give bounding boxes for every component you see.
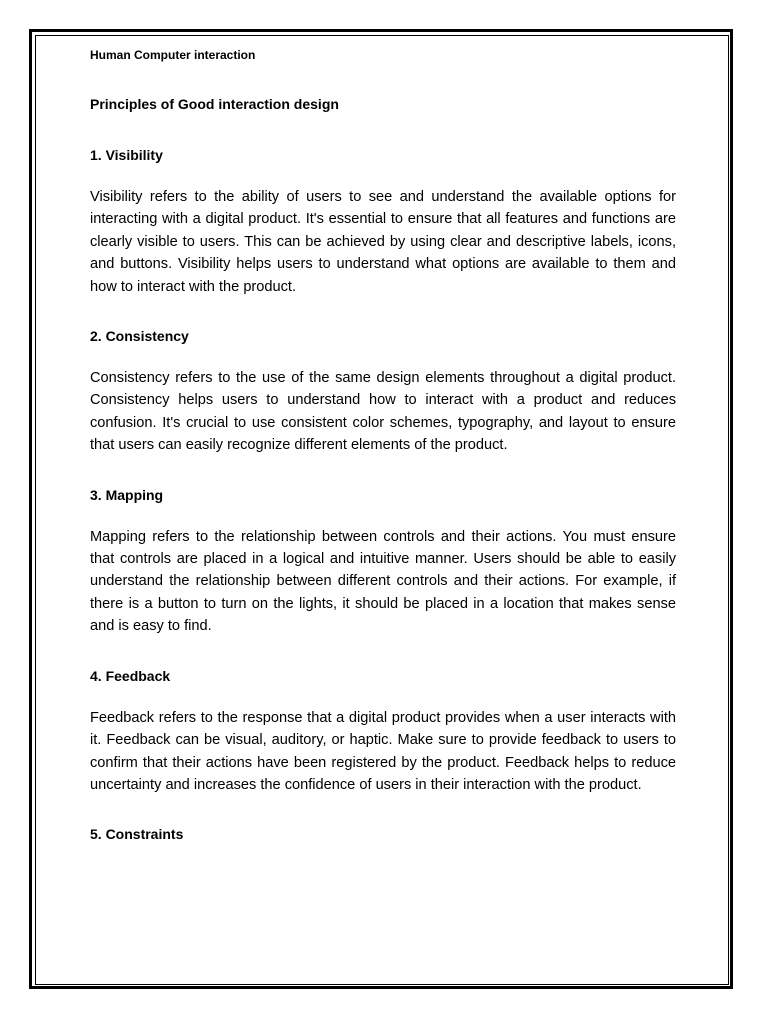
section-heading-mapping: 3. Mapping <box>90 486 164 503</box>
section-heading-constraints: 5. Constraints <box>90 826 184 843</box>
section-body-visibility: Visibility refers to the ability of users to see and understand the available options for interacting with a digital product. It's essential to ensure that all features and functions are clearly visible to users. This can be achieved by using clear and descriptive labels, icons, and buttons. Visibility helps users to understand what options are available to them and how to interact with the product. <box>90 189 676 295</box>
page-content <box>90 46 676 844</box>
section-body-consistency: Consistency refers to the use of the same design elements throughout a digital product. Consistency helps users to understand how to interact with a product and reduces confusion. It's crucial to use consistent color schemes, typography, and layout to ensure that users can easily recognize different elements of the product. <box>90 370 676 454</box>
running-header: Human Computer interaction <box>90 48 256 62</box>
section-body-mapping: Mapping refers to the relationship between controls and their actions. You must ensure that controls are placed in a logical and intuitive manner. Users should be able to easily understand the relationship between different controls and their actions. For example, if there is a button to turn on the lights, it should be placed in a location that makes sense and is easy to find. <box>90 528 676 635</box>
section-heading-feedback: 4. Feedback <box>90 667 171 684</box>
section-body-feedback: Feedback refers to the response that a digital product provides when a user interacts with it. Feedback can be visual, auditory, or haptic. Make sure to provide feedback to users to confirm that their actions have been registered by the product. Feedback helps to reduce uncertainty and increases the confidence of users in their interaction with the product. <box>90 709 676 793</box>
section-heading-visibility: 1. Visibility <box>90 147 163 163</box>
document-title: Principles of Good interaction design <box>90 96 339 112</box>
section-heading-consistency: 2. Consistency <box>90 328 189 345</box>
